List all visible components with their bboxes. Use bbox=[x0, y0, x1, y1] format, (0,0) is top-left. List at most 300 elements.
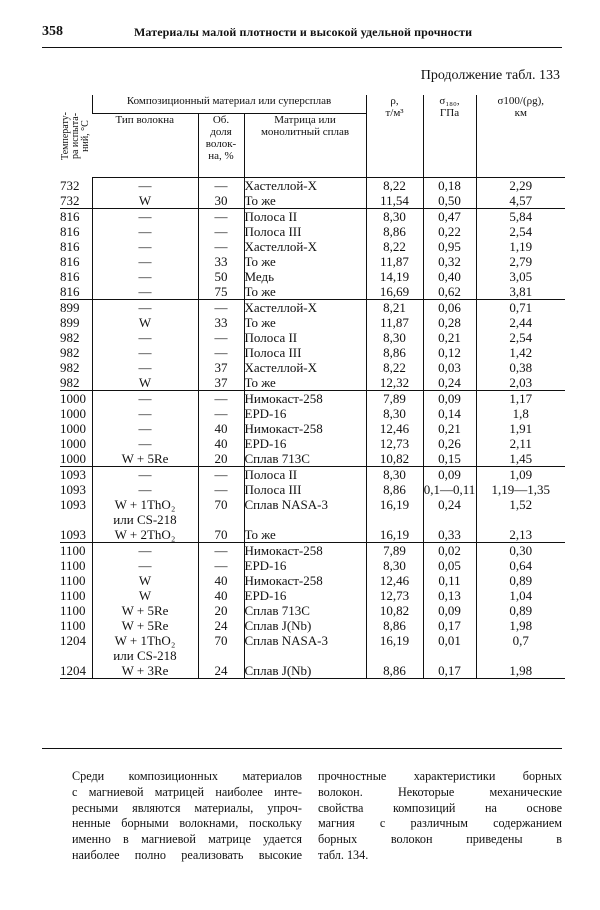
cell-line: 12,73 bbox=[379, 436, 410, 451]
running-title: Материалы малой плотности и высокой удельной прочности bbox=[134, 25, 473, 39]
cell-line: Полоса II bbox=[244, 330, 298, 345]
cell-line: 1100 bbox=[60, 618, 86, 633]
page-number: 358 bbox=[42, 24, 63, 39]
cell-line: 1,91 bbox=[509, 421, 533, 436]
cell-line: — bbox=[138, 284, 152, 299]
cell-line: W bbox=[138, 193, 152, 208]
cell-line: 982 bbox=[60, 375, 80, 390]
cell-line: 24 bbox=[214, 618, 228, 633]
cell-line: То же bbox=[244, 284, 276, 299]
cell-line: 8,30 bbox=[383, 467, 406, 482]
cell-line: 12,32 bbox=[379, 375, 410, 390]
cell-line: 1,17 bbox=[509, 391, 533, 406]
cell-line: EPD-16 bbox=[244, 588, 287, 603]
cell-line: 1000 bbox=[60, 451, 86, 466]
cell-line: — bbox=[138, 421, 152, 436]
cell-line: 3,81 bbox=[509, 284, 533, 299]
cell-line: — bbox=[214, 300, 228, 315]
cell-line: То же bbox=[244, 193, 276, 208]
cell-line: — bbox=[138, 467, 152, 482]
cell-line: 40 bbox=[214, 588, 228, 603]
cell-line: 2,13 bbox=[509, 527, 533, 542]
cell-line: 8,30 bbox=[383, 406, 406, 421]
cell-line: 0,26 bbox=[438, 436, 461, 451]
table-row-group bbox=[60, 209, 565, 300]
cell-line: 0,15 bbox=[438, 451, 461, 466]
cell-line: 8,86 bbox=[383, 482, 406, 497]
properties-table bbox=[60, 95, 565, 679]
cell-line: или CS-218 bbox=[113, 648, 177, 663]
density-cell bbox=[366, 300, 423, 391]
cell-line: 0,71 bbox=[509, 300, 533, 315]
cell-line: 37 bbox=[214, 360, 228, 375]
cell-line: 732 bbox=[60, 177, 80, 193]
cell-line: Сплав 713C bbox=[244, 451, 310, 466]
specific-strength-cell bbox=[476, 209, 565, 300]
cell-line: W bbox=[138, 588, 152, 603]
cell-line: Нимокаст-258 bbox=[244, 573, 323, 588]
text-line: табл. 134. bbox=[318, 847, 369, 862]
cell-line: Сплав J(Nb) bbox=[244, 618, 312, 633]
cell-line: 0,62 bbox=[438, 284, 461, 299]
cell-line: 16,69 bbox=[379, 284, 410, 299]
cell-line: 8,30 bbox=[383, 209, 406, 224]
fiber-type-cell bbox=[92, 543, 198, 679]
cell-line: 11,54 bbox=[380, 193, 409, 208]
matrix-cell bbox=[244, 543, 366, 679]
specific-strength-cell bbox=[476, 543, 565, 679]
cell-line: Медь bbox=[244, 269, 275, 284]
cell-line: 899 bbox=[60, 315, 80, 330]
cell-line: 8,22 bbox=[383, 178, 406, 193]
cell-line: 0,33 bbox=[438, 527, 461, 542]
cell-line: 40 bbox=[214, 573, 228, 588]
cell-line: W + 3Re bbox=[121, 663, 169, 678]
cell-line: — bbox=[214, 239, 228, 254]
cell-line: W + 5Re bbox=[121, 603, 169, 618]
cell-line: — bbox=[138, 254, 152, 269]
density-cell bbox=[366, 178, 423, 209]
cell-line: 20 bbox=[214, 451, 228, 466]
matrix-cell bbox=[244, 300, 366, 391]
cell-line: — bbox=[138, 406, 152, 421]
cell-line: 1100 bbox=[60, 588, 86, 603]
text-line: наиболее полно реализовать высокие bbox=[72, 847, 302, 862]
cell-line: 1,8 bbox=[512, 406, 529, 421]
header-sigma: σ₁₈₀, ГПа bbox=[423, 95, 476, 178]
table-row-group bbox=[60, 543, 565, 679]
density-cell bbox=[366, 209, 423, 300]
cell-line: 5,84 bbox=[509, 209, 533, 224]
text-line: ресными являются материалы, упроч- bbox=[72, 800, 302, 815]
cell-line: W + 5Re bbox=[121, 618, 169, 633]
cell-line: 33 bbox=[214, 315, 228, 330]
cell-line: Полоса II bbox=[244, 467, 298, 482]
cell-line: — bbox=[214, 209, 228, 224]
cell-line: 11,87 bbox=[380, 254, 409, 269]
cell-line: Полоса III bbox=[244, 482, 302, 497]
cell-line: W + 1ThO₂ bbox=[114, 633, 176, 648]
cell-line: — bbox=[214, 406, 228, 421]
cell-line: 0,24 bbox=[438, 497, 461, 512]
cell-line: 70 bbox=[214, 497, 228, 512]
cell-line: 899 bbox=[60, 300, 80, 315]
cell-line: — bbox=[214, 224, 228, 239]
cell-line: 0,09 bbox=[438, 467, 461, 482]
cell-line: или CS-218 bbox=[113, 512, 177, 527]
cell-line: 11,87 bbox=[380, 315, 409, 330]
cell-line: Хастеллой-X bbox=[244, 239, 318, 254]
cell-line: 816 bbox=[60, 254, 80, 269]
cell-line bbox=[477, 648, 566, 663]
matrix-cell bbox=[244, 178, 366, 209]
cell-line: 70 bbox=[214, 633, 228, 648]
cell-line: 0,32 bbox=[438, 254, 461, 269]
temperature-cell bbox=[60, 209, 92, 300]
fiber-fraction-cell bbox=[198, 467, 244, 543]
cell-line: 12,46 bbox=[379, 573, 410, 588]
cell-line: 2,44 bbox=[509, 315, 533, 330]
cell-line: 10,82 bbox=[379, 603, 410, 618]
cell-line bbox=[245, 648, 366, 663]
matrix-cell bbox=[244, 209, 366, 300]
table-row-group bbox=[60, 467, 565, 543]
cell-line: 8,22 bbox=[383, 360, 406, 375]
specific-strength-cell bbox=[476, 467, 565, 543]
cell-line: 1093 bbox=[60, 497, 86, 512]
cell-line: 0,13 bbox=[438, 588, 461, 603]
cell-line: 2,03 bbox=[509, 375, 533, 390]
cell-line: Сплав NASA-3 bbox=[244, 497, 328, 512]
cell-line bbox=[245, 512, 366, 527]
cell-line: 0,24 bbox=[438, 375, 461, 390]
cell-line: 0,95 bbox=[438, 239, 461, 254]
cell-line: 982 bbox=[60, 330, 80, 345]
cell-line: 0,01 bbox=[438, 633, 461, 648]
cell-line bbox=[424, 512, 476, 527]
specific-strength-cell bbox=[476, 178, 565, 209]
header-matrix: Матрица или монолитный сплав bbox=[244, 114, 366, 178]
cell-line: Полоса III bbox=[244, 224, 302, 239]
cell-line: 0,12 bbox=[438, 345, 461, 360]
cell-line: 16,19 bbox=[379, 497, 410, 512]
cell-line: То же bbox=[244, 527, 276, 542]
cell-line: 0,05 bbox=[438, 558, 461, 573]
body-text-right-column bbox=[318, 769, 562, 864]
cell-line: 14,19 bbox=[379, 269, 410, 284]
cell-line: 0,09 bbox=[438, 603, 461, 618]
cell-line: 0,89 bbox=[509, 573, 533, 588]
cell-line: 12,73 bbox=[379, 588, 410, 603]
sigma-cell bbox=[423, 467, 476, 543]
cell-line: 1,52 bbox=[509, 497, 533, 512]
cell-line: W bbox=[138, 573, 152, 588]
cell-line: 8,86 bbox=[383, 618, 406, 633]
text-line: прочностные характеристики борных bbox=[318, 769, 562, 783]
cell-line: — bbox=[138, 360, 152, 375]
fiber-type-cell bbox=[92, 391, 198, 467]
cell-line: 1093 bbox=[60, 467, 86, 482]
fiber-fraction-cell bbox=[198, 209, 244, 300]
cell-line: 982 bbox=[60, 345, 80, 360]
cell-line: 0,64 bbox=[509, 558, 533, 573]
sigma-cell bbox=[423, 543, 476, 679]
cell-line: 0,28 bbox=[438, 315, 461, 330]
cell-line: Хастеллой-X bbox=[244, 300, 318, 315]
cell-line: 7,89 bbox=[383, 543, 406, 558]
cell-line: 1000 bbox=[60, 391, 86, 406]
cell-line: EPD-16 bbox=[244, 436, 287, 451]
cell-line bbox=[367, 648, 423, 663]
temperature-cell bbox=[60, 300, 92, 391]
cell-line: 0,1—0,11 bbox=[423, 482, 476, 497]
cell-line: 8,30 bbox=[383, 330, 406, 345]
cell-line: 0,50 bbox=[438, 193, 461, 208]
cell-line: 2,54 bbox=[509, 330, 533, 345]
temperature-cell bbox=[60, 178, 92, 209]
cell-line: 1,98 bbox=[509, 663, 533, 678]
cell-line: 1000 bbox=[60, 406, 86, 421]
table-bottom-rule bbox=[42, 748, 562, 749]
cell-line: 7,89 bbox=[383, 391, 406, 406]
cell-line: — bbox=[138, 239, 152, 254]
text-line: Среди композиционных материалов bbox=[72, 769, 302, 783]
density-cell bbox=[366, 543, 423, 679]
cell-line: Сплав J(Nb) bbox=[244, 663, 312, 678]
page-header bbox=[42, 24, 562, 46]
temperature-cell bbox=[60, 467, 92, 543]
cell-line: Хастеллой-X bbox=[244, 360, 318, 375]
cell-line: W bbox=[138, 375, 152, 390]
cell-line: То же bbox=[244, 375, 276, 390]
cell-line: 1100 bbox=[60, 603, 86, 618]
matrix-cell bbox=[244, 391, 366, 467]
cell-line: — bbox=[214, 467, 228, 482]
cell-line: 0,22 bbox=[438, 224, 461, 239]
cell-line: 1100 bbox=[60, 558, 86, 573]
cell-line: 1204 bbox=[60, 633, 86, 648]
header-fiber-fraction: Об. доля волок- на, % bbox=[198, 114, 244, 178]
cell-line: 0,03 bbox=[438, 360, 461, 375]
text-line: свойства композиций на основе bbox=[318, 800, 562, 815]
cell-line: 2,54 bbox=[509, 224, 533, 239]
cell-line: 2,11 bbox=[509, 436, 532, 451]
cell-line: 16,19 bbox=[379, 527, 410, 542]
cell-line: 8,86 bbox=[383, 224, 406, 239]
cell-line: — bbox=[138, 224, 152, 239]
cell-line: 4,57 bbox=[509, 193, 533, 208]
header-fiber-type: Тип волокна bbox=[92, 114, 198, 178]
cell-line: Нимокаст-258 bbox=[244, 543, 323, 558]
cell-line: Полоса III bbox=[244, 345, 302, 360]
cell-line: 1,42 bbox=[509, 345, 533, 360]
cell-line: 0,11 bbox=[438, 573, 461, 588]
cell-line: 8,86 bbox=[383, 663, 406, 678]
header-rule bbox=[42, 47, 562, 48]
cell-line: — bbox=[138, 482, 152, 497]
cell-line: 816 bbox=[60, 284, 80, 299]
cell-line: То же bbox=[244, 254, 276, 269]
cell-line: 0,21 bbox=[438, 421, 461, 436]
cell-line: Полоса II bbox=[244, 209, 298, 224]
body-text-left-column bbox=[72, 769, 302, 864]
cell-line bbox=[477, 512, 566, 527]
cell-line: 0,14 bbox=[438, 406, 461, 421]
table-row-group bbox=[60, 178, 565, 209]
cell-line: W + 5Re bbox=[121, 451, 169, 466]
cell-line: 0,09 bbox=[438, 391, 461, 406]
cell-line: — bbox=[138, 391, 152, 406]
cell-line: 0,30 bbox=[509, 543, 533, 558]
cell-line: 1,98 bbox=[509, 618, 533, 633]
table-row-group bbox=[60, 300, 565, 391]
cell-line: 10,82 bbox=[379, 451, 410, 466]
cell-line bbox=[199, 648, 244, 663]
cell-line: 50 bbox=[214, 269, 228, 284]
cell-line: 0,21 bbox=[438, 330, 461, 345]
cell-line: 30 bbox=[214, 193, 228, 208]
cell-line: 12,46 bbox=[379, 421, 410, 436]
cell-line: 70 bbox=[214, 527, 228, 542]
cell-line: 40 bbox=[214, 421, 228, 436]
cell-line: 8,22 bbox=[383, 239, 406, 254]
cell-line: Сплав NASA-3 bbox=[244, 633, 328, 648]
cell-line: — bbox=[138, 209, 152, 224]
fiber-type-cell bbox=[92, 178, 198, 209]
cell-line: Хастеллой-X bbox=[244, 178, 318, 193]
cell-line: EPD-16 bbox=[244, 558, 287, 573]
cell-line: — bbox=[138, 330, 152, 345]
sigma-cell bbox=[423, 178, 476, 209]
cell-line: 816 bbox=[60, 224, 80, 239]
cell-line: 20 bbox=[214, 603, 228, 618]
cell-line: 1,45 bbox=[509, 451, 533, 466]
cell-line: — bbox=[138, 300, 152, 315]
specific-strength-cell bbox=[476, 300, 565, 391]
cell-line bbox=[424, 648, 476, 663]
text-line: именно в магниевой матрице удается bbox=[72, 832, 302, 847]
cell-line: — bbox=[214, 391, 228, 406]
cell-line: 816 bbox=[60, 239, 80, 254]
cell-line: 37 bbox=[214, 375, 228, 390]
cell-line: 0,38 bbox=[509, 360, 533, 375]
fiber-type-cell bbox=[92, 300, 198, 391]
fiber-fraction-cell bbox=[198, 543, 244, 679]
text-line: магния с различным содержанием bbox=[318, 816, 562, 831]
cell-line: 1093 bbox=[60, 527, 86, 542]
cell-line: 0,17 bbox=[438, 663, 461, 678]
header-density: ρ, т/м³ bbox=[366, 95, 423, 178]
cell-line: — bbox=[138, 558, 152, 573]
cell-line: Нимокаст-258 bbox=[244, 391, 323, 406]
cell-line bbox=[60, 512, 92, 527]
cell-line: — bbox=[138, 436, 152, 451]
cell-line: 0,06 bbox=[438, 300, 461, 315]
cell-line: 0,17 bbox=[438, 618, 461, 633]
cell-line: 75 bbox=[214, 284, 228, 299]
text-line: волокон. Некоторые механические bbox=[318, 784, 562, 799]
text-line: с магниевой матрицей наиболее инте- bbox=[72, 784, 302, 799]
cell-line: 2,79 bbox=[509, 254, 533, 269]
cell-line: 1204 bbox=[60, 663, 86, 678]
temperature-cell bbox=[60, 391, 92, 467]
cell-line: 0,40 bbox=[438, 269, 461, 284]
fiber-type-cell bbox=[92, 209, 198, 300]
density-cell bbox=[366, 467, 423, 543]
table-continuation-caption: Продолжение табл. 133 bbox=[420, 68, 560, 83]
cell-line: 33 bbox=[214, 254, 228, 269]
sigma-cell bbox=[423, 391, 476, 467]
text-line: ненные борными волокнами, поскольку bbox=[72, 816, 302, 831]
cell-line: 0,7 bbox=[512, 633, 529, 648]
cell-line: 1,19—1,35 bbox=[491, 482, 551, 497]
cell-line bbox=[60, 648, 92, 663]
cell-line: 0,47 bbox=[438, 209, 461, 224]
header-temperature: Температу- ра испыта- ний, °С bbox=[59, 111, 91, 160]
cell-line: То же bbox=[244, 315, 276, 330]
fiber-fraction-cell bbox=[198, 178, 244, 209]
cell-line: 1093 bbox=[60, 482, 86, 497]
cell-line: 1100 bbox=[60, 573, 86, 588]
cell-line: — bbox=[214, 330, 228, 345]
cell-line: — bbox=[214, 178, 228, 193]
cell-line: 0,02 bbox=[438, 543, 461, 558]
matrix-cell bbox=[244, 467, 366, 543]
cell-line: 1100 bbox=[60, 543, 86, 558]
density-cell bbox=[366, 391, 423, 467]
sigma-cell bbox=[423, 209, 476, 300]
cell-line: 1,09 bbox=[509, 467, 533, 482]
cell-line: 8,21 bbox=[383, 300, 406, 315]
cell-line: W + 2ThO₂ bbox=[114, 527, 176, 542]
cell-line: 0,18 bbox=[438, 178, 461, 193]
cell-line: EPD-16 bbox=[244, 406, 287, 421]
cell-line bbox=[367, 512, 423, 527]
cell-line: 1,19 bbox=[509, 239, 533, 254]
cell-line: 2,29 bbox=[509, 178, 533, 193]
cell-line: 1000 bbox=[60, 421, 86, 436]
table-row-group bbox=[60, 391, 565, 467]
cell-line: Сплав 713C bbox=[244, 603, 310, 618]
fiber-fraction-cell bbox=[198, 300, 244, 391]
cell-line: — bbox=[138, 345, 152, 360]
sigma-cell bbox=[423, 300, 476, 391]
cell-line: 816 bbox=[60, 209, 80, 224]
fiber-type-cell bbox=[92, 467, 198, 543]
cell-line: — bbox=[214, 482, 228, 497]
cell-line: 982 bbox=[60, 360, 80, 375]
specific-strength-cell bbox=[476, 391, 565, 467]
cell-line: 8,30 bbox=[383, 558, 406, 573]
header-specific-strength: σ100/(ρg), км bbox=[476, 95, 565, 178]
cell-line bbox=[199, 512, 244, 527]
cell-line: 816 bbox=[60, 269, 80, 284]
cell-line: 24 bbox=[214, 663, 228, 678]
cell-line: Нимокаст-258 bbox=[244, 421, 323, 436]
cell-line: 8,86 bbox=[383, 345, 406, 360]
cell-line: — bbox=[138, 543, 152, 558]
cell-line: 1,04 bbox=[509, 588, 533, 603]
cell-line: 16,19 bbox=[379, 633, 410, 648]
text-line: борных волокон приведены в bbox=[318, 832, 562, 847]
cell-line: — bbox=[138, 178, 152, 193]
cell-line: 0,89 bbox=[509, 603, 533, 618]
cell-line: — bbox=[214, 558, 228, 573]
cell-line: 40 bbox=[214, 436, 228, 451]
cell-line: W + 1ThO₂ bbox=[114, 497, 176, 512]
cell-line: 732 bbox=[60, 192, 80, 208]
cell-line: 3,05 bbox=[509, 269, 533, 284]
